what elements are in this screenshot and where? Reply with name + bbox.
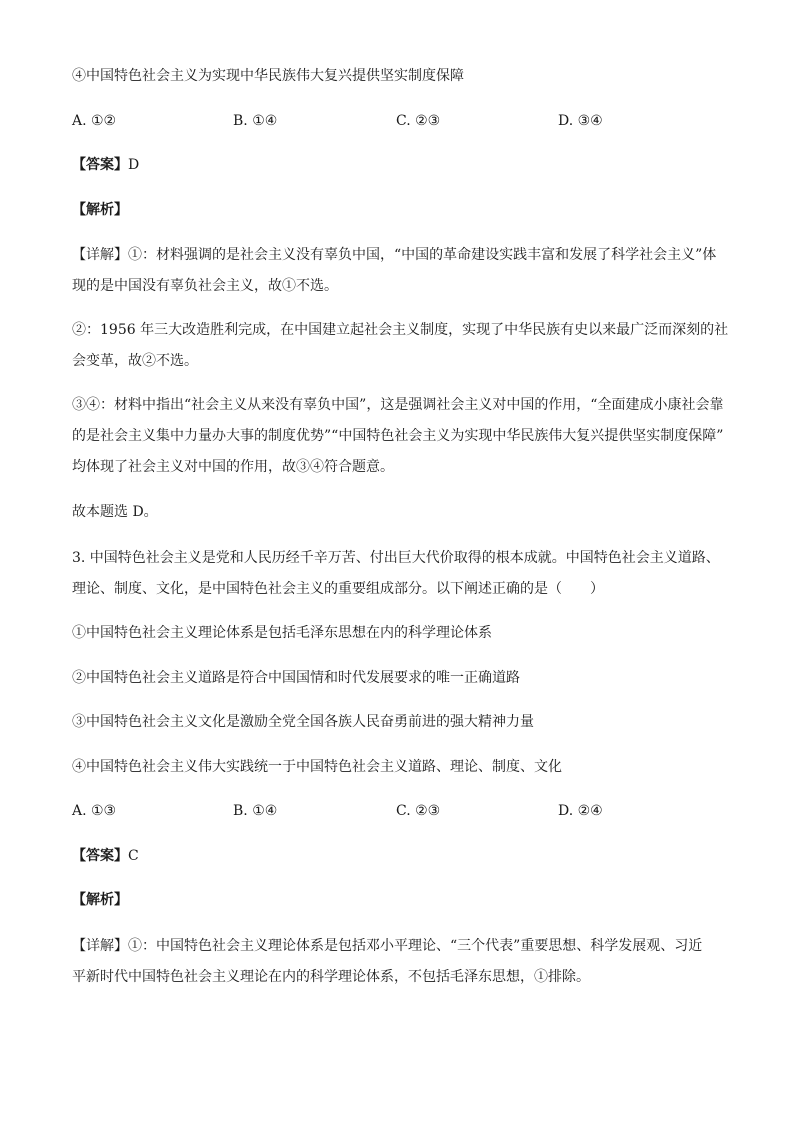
q3-stem-line: 理论、制度、文化，是中国特色社会主义的重要组成部分。以下阐述正确的是（ ） xyxy=(72,581,604,597)
q2-choices xyxy=(72,111,732,131)
q2-analysis-tag: 【解析】 xyxy=(72,202,128,218)
answer-value: D xyxy=(128,157,140,173)
q3-choice-d: D. ②④ xyxy=(558,803,603,819)
q3-choices xyxy=(72,801,732,821)
q3-option-1: ①中国特色社会主义理论体系是包括毛泽东思想在内的科学理论体系 xyxy=(72,625,492,641)
q3-analysis-tag: 【解析】 xyxy=(72,892,128,908)
q2-choice-b: B. ①④ xyxy=(233,113,278,129)
q2-detail-line: 会变革，故②不选。 xyxy=(72,353,198,369)
q2-choice-a: A. ①② xyxy=(72,113,117,129)
q3-stem-line: 3. 中国特色社会主义是党和人民历经千辛万苦、付出巨大代价取得的根本成就。中国特色社会主义道路、 xyxy=(72,550,720,566)
answer-tag: 【答案】 xyxy=(72,848,128,864)
q3-option-3: ③中国特色社会主义文化是激励全党全国各族人民奋勇前进的强大精神力量 xyxy=(72,714,534,730)
q2-detail-line: ②：1956 年三大改造胜利完成，在中国建立起社会主义制度，实现了中华民族有史以来最广泛而深刻的社 xyxy=(72,322,729,338)
q2-detail-line: 现的是中国没有辜负社会主义，故①不选。 xyxy=(72,278,338,294)
q3-option-4: ④中国特色社会主义伟大实践统一于中国特色社会主义道路、理论、制度、文化 xyxy=(72,759,562,775)
q2-detail-line: 均体现了社会主义对中国的作用，故③④符合题意。 xyxy=(72,459,394,475)
q2-detail-line: ③④：材料中指出“社会主义从来没有辜负中国”，这是强调社会主义对中国的作用，“全面建成小康社会靠 xyxy=(72,397,724,413)
q2-detail-line: 【详解】①：材料强调的是社会主义没有辜负中国，“中国的革命建设实践丰富和发展了科学社会主义”体 xyxy=(72,247,717,263)
q2-detail-line: 的是社会主义集中力量办大事的制度优势”“中国特色社会主义为实现中华民族伟大复兴提供坚实制度保障” xyxy=(72,428,724,444)
q3-detail-line: 平新时代中国特色社会主义理论在内的科学理论体系，不包括毛泽东思想，①排除。 xyxy=(72,969,590,985)
q3-detail-line: 【详解】①：中国特色社会主义理论体系是包括邓小平理论、“三个代表”重要思想、科学发展观、习近 xyxy=(72,938,703,954)
q2-option-4: ④中国特色社会主义为实现中华民族伟大复兴提供坚实制度保障 xyxy=(72,68,464,84)
q3-choice-b: B. ①④ xyxy=(233,803,278,819)
answer-tag: 【答案】 xyxy=(72,157,128,173)
answer-value: C xyxy=(128,848,139,864)
q2-answer xyxy=(72,155,139,175)
q2-choice-d: D. ③④ xyxy=(558,113,603,129)
q2-choice-c: C. ②③ xyxy=(396,113,441,129)
q3-choice-a: A. ①③ xyxy=(72,803,117,819)
q3-choice-c: C. ②③ xyxy=(396,803,441,819)
q2-conclusion: 故本题选 D。 xyxy=(72,504,158,520)
q3-option-2: ②中国特色社会主义道路是符合中国国情和时代发展要求的唯一正确道路 xyxy=(72,670,520,686)
q3-answer xyxy=(72,846,139,866)
